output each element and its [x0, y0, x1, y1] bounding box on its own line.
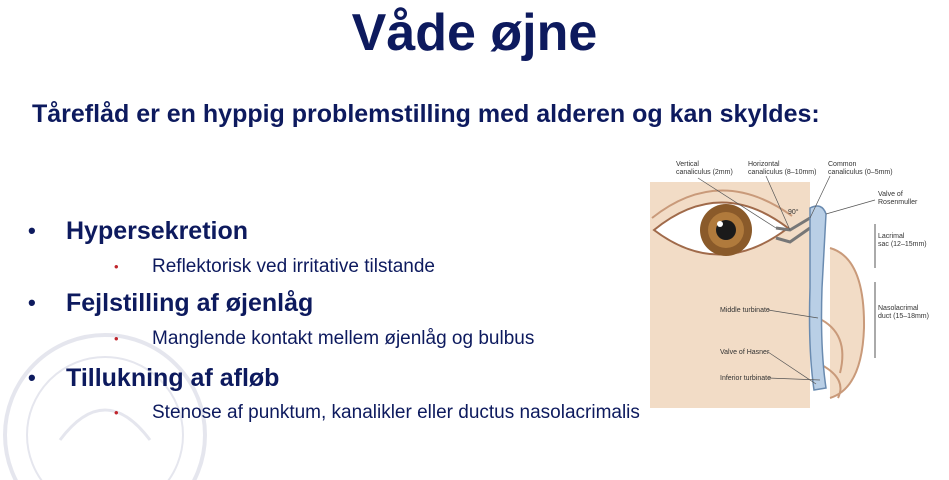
label-horizontal-canaliculus-1: Horizontal	[748, 161, 780, 168]
label-nasolacrimal-duct-2: duct (15–18mm)	[878, 313, 929, 320]
label-vertical-canaliculus-1: Vertical	[676, 161, 699, 168]
label-valve-rosenmuller-2: Rosenmuller	[878, 199, 918, 206]
label-valve-hasner: Valve of Hasner	[720, 349, 770, 356]
leader-line	[826, 200, 875, 214]
lacrimal-sac-duct	[810, 206, 827, 390]
label-angle: 90°	[788, 209, 799, 216]
lacrimal-system-illustration	[650, 158, 940, 408]
sub-bullet-dot: •	[114, 405, 119, 420]
bullet-dot: •	[28, 365, 36, 390]
intro-text: Tåreflåd er en hyppig problemstilling med alderen og kan skyldes:	[32, 100, 820, 128]
bullet-heading: Fejlstilling af øjenlåg	[66, 289, 314, 317]
label-middle-turbinate: Middle turbinate	[720, 307, 770, 314]
label-valve-rosenmuller-1: Valve of	[878, 191, 903, 198]
label-horizontal-canaliculus-2: canaliculus (8–10mm)	[748, 169, 817, 176]
label-nasolacrimal-duct-1: Nasolacrimal	[878, 305, 919, 312]
label-vertical-canaliculus-2: canaliculus (2mm)	[676, 169, 733, 176]
sub-bullet-text: Stenose af punktum, kanalikler eller ductus nasolacrimalis	[152, 402, 640, 423]
label-inferior-turbinate: Inferior turbinate	[720, 375, 771, 382]
label-common-canaliculus-2: canaliculus (0–5mm)	[828, 169, 893, 176]
slide-title: Våde øjne	[351, 4, 598, 62]
bullet-heading: Hypersekretion	[66, 217, 249, 245]
sub-bullet-dot: •	[114, 331, 119, 346]
label-lacrimal-sac-1: Lacrimal	[878, 233, 905, 240]
sub-bullet-text: Manglende kontakt mellem øjenlåg og bulbus	[152, 328, 535, 349]
sub-bullet-dot: •	[114, 259, 119, 274]
bullet-dot: •	[28, 290, 36, 315]
bullet-heading: Tillukning af afløb	[66, 364, 280, 392]
label-lacrimal-sac-2: sac (12–15mm)	[878, 241, 927, 248]
sub-bullet-text: Reflektorisk ved irritative tilstande	[152, 256, 435, 277]
bullet-dot: •	[28, 218, 36, 243]
label-common-canaliculus-1: Common	[828, 161, 857, 168]
eye-highlight	[717, 221, 723, 227]
